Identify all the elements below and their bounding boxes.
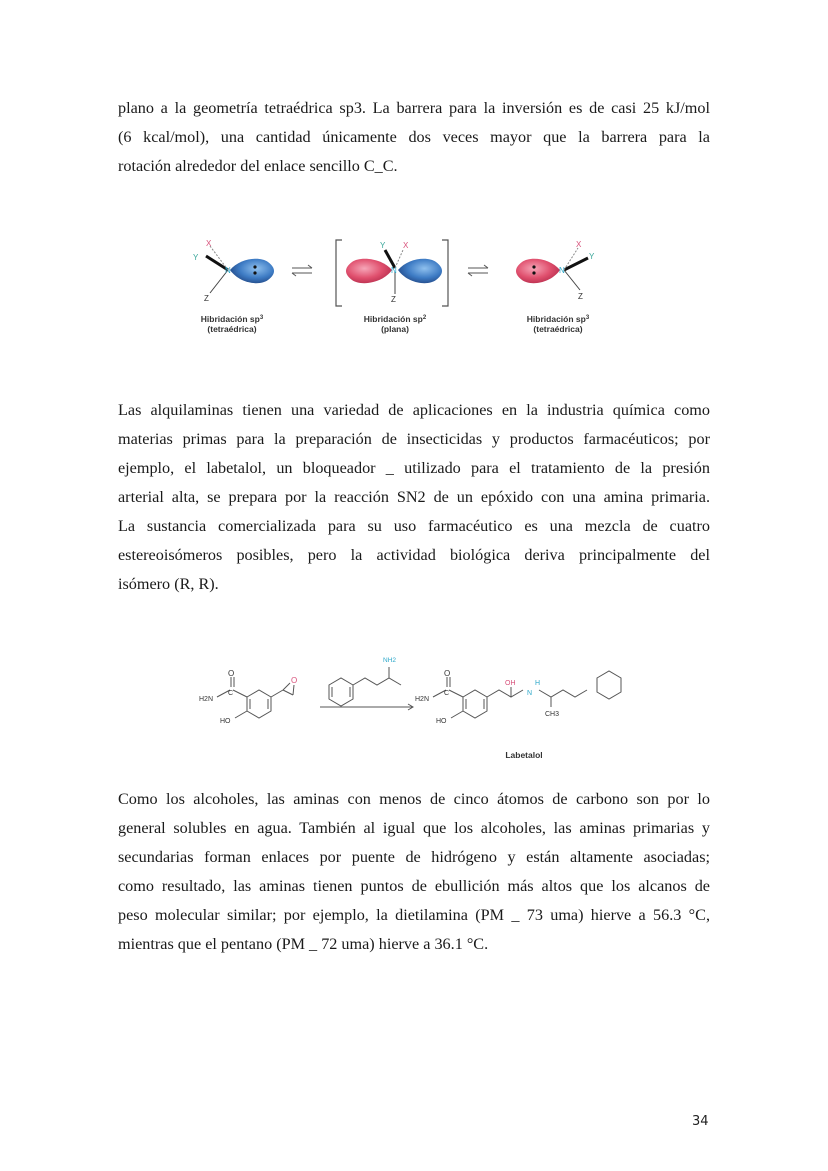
svg-text:O: O xyxy=(228,669,235,678)
svg-text:Z: Z xyxy=(391,295,396,304)
text-line: plano a la geometría tetraédrica sp3. La barrera para la inversión es de casi 25 kJ/mol xyxy=(118,99,710,117)
text-line: Las alquilaminas tienen una variedad de aplicaciones en la industria química como xyxy=(118,401,710,419)
caption-sp2-center: Hibridación $sp^2$ xyxy=(363,314,427,324)
text-line: estereoisómeros posibles, pero la actividad biológica deriva principalmente del xyxy=(118,546,710,564)
sp2-structure-center xyxy=(336,240,448,306)
svg-text:H: H xyxy=(535,680,541,687)
text-line: rotación alrededor del enlace sencillo C_C. xyxy=(118,157,398,175)
text-line: materias primas para la preparación de insecticidas y productos farmacéuticos; por xyxy=(118,430,710,448)
paragraph-alkylamines-applications xyxy=(118,396,710,599)
labetalol-synthesis-figure xyxy=(195,645,645,765)
caption-sp3-right: Hibridación $sp^3$ xyxy=(526,314,590,324)
svg-text:X: X xyxy=(576,240,582,249)
svg-text:OH: OH xyxy=(505,680,516,687)
sp3-structure-left xyxy=(193,239,274,303)
svg-text:HO: HO xyxy=(436,718,447,725)
benzene-ring-reagent xyxy=(329,678,353,706)
svg-text:N: N xyxy=(559,266,565,275)
text-line: Como los alcoholes, las aminas con menos de cinco átomos de carbono son por lo xyxy=(118,790,710,808)
svg-text:Z: Z xyxy=(204,294,209,303)
text-line: como resultado, las aminas tienen puntos de ebullición más altos que los alcanos de xyxy=(118,877,710,895)
svg-text:CH3: CH3 xyxy=(545,711,560,718)
text-line: secundarias forman enlaces por puente de hidrógeno y están altamente asociadas; xyxy=(118,848,710,866)
benzene-ring-reactant xyxy=(247,690,271,718)
text-line: (6 kcal/mol), una cantidad únicamente dos veces mayor que la barrera para la xyxy=(118,128,710,146)
svg-text:N: N xyxy=(527,690,533,697)
sp3-structure-right xyxy=(516,240,595,301)
svg-text:Y: Y xyxy=(589,252,595,261)
svg-text:X: X xyxy=(206,239,212,248)
svg-text:Z: Z xyxy=(578,292,583,301)
labetalol-caption: Labetalol xyxy=(505,750,543,760)
svg-text:(plana): (plana) xyxy=(381,324,409,334)
nitrogen-inversion-figure xyxy=(170,228,640,340)
equilibrium-arrow-icon xyxy=(292,265,312,276)
svg-text:N: N xyxy=(225,266,231,275)
text-line: general solubles en agua. También al igual que los alcoholes, las aminas primarias y xyxy=(118,819,710,837)
paragraph-inversion-barrier xyxy=(118,94,710,181)
benzene-ring-product-terminal xyxy=(597,671,621,699)
svg-text:Y: Y xyxy=(380,241,386,250)
svg-text:NH2: NH2 xyxy=(383,657,397,664)
svg-text:C: C xyxy=(228,690,234,697)
svg-text:O: O xyxy=(291,676,298,685)
caption-sp3-left: Hibridación $sp^3$ xyxy=(200,314,264,324)
paragraph-amine-solubility xyxy=(118,785,710,959)
svg-text:(tetraédrica): (tetraédrica) xyxy=(533,324,583,334)
benzene-ring-product xyxy=(463,690,487,718)
text-line: arterial alta, se prepara por la reacción SN2 de un epóxido con una amina primaria. xyxy=(118,488,710,506)
svg-text:X: X xyxy=(403,241,409,250)
text-line: La sustancia comercializada para su uso farmacéutico es una mezcla de cuatro xyxy=(118,517,710,535)
svg-text:H2N: H2N xyxy=(415,696,430,703)
svg-text:H2N: H2N xyxy=(199,696,214,703)
svg-text:N: N xyxy=(391,266,397,275)
figure-captions xyxy=(201,314,590,334)
page-number: 34 xyxy=(692,1114,709,1129)
text-line: mientras que el pentano (PM _ 72 uma) hierve a 36.1 °C. xyxy=(118,935,489,953)
svg-text:HO: HO xyxy=(220,718,231,725)
equilibrium-arrow-icon xyxy=(468,265,488,276)
svg-text:O: O xyxy=(444,669,451,678)
text-line: isómero (R, R). xyxy=(118,575,219,593)
svg-text:C: C xyxy=(444,690,450,697)
svg-text:Y: Y xyxy=(193,253,199,262)
text-line: peso molecular similar; por ejemplo, la dietilamina (PM _ 73 uma) hierve a 56.3 °C, xyxy=(118,906,710,924)
svg-text:(tetraédrica): (tetraédrica) xyxy=(207,324,257,334)
text-line: ejemplo, el labetalol, un bloqueador _ utilizado para el tratamiento de la presión xyxy=(118,459,710,477)
